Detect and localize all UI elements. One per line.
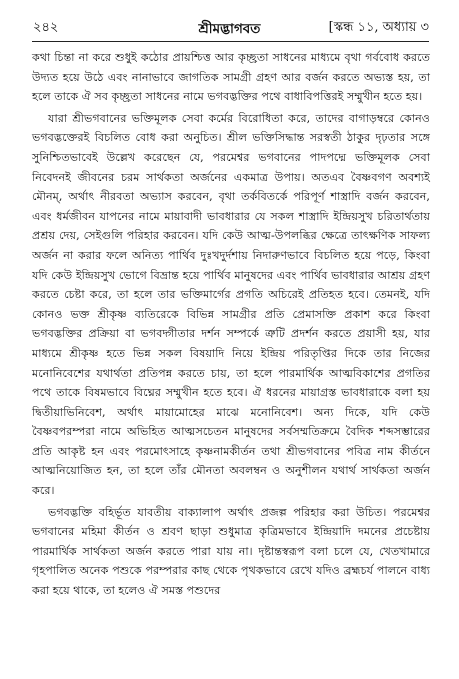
header-divider <box>32 41 429 42</box>
page-body <box>32 48 430 601</box>
paragraph: কথা চিন্তা না করে শুধুই কঠোর প্রায়শ্চিত্ত আর কৃচ্ছ্রতা সাধনের মাধ্যমে বৃথা গর্ববোধ করতে উদ্যত হয়ে উঠে এবং নানাভাবে জাগতিক সামগ্রী গ্রহণ আর বর্জন করতে অভ্যস্ত হয়, তা হলে তাকে ঐ সব কৃচ্ছ্রতা সাধনের নামে ভগবদ্ভক্তির পথে বাধাবিপত্তিরই সম্মুখীন হতে হয়। <box>32 51 430 104</box>
book-title: শ্রীমদ্ভাগবত <box>198 21 261 37</box>
page-header <box>0 18 459 40</box>
page-number: ২৪২ <box>33 20 59 35</box>
chapter-reference: [স্কন্ধ ১১, অধ্যায় ৩ <box>328 20 429 35</box>
paragraph: যারা শ্রীভগবানের ভক্তিমূলক সেবা কর্মের বিরোধিতা করে, তাদের বাগাড়ম্বরে কোনও ভগবদ্ভক্তেরই বিচলিত বোধ করা অনুচিত। শ্রীল ভক্তিসিদ্ধান্ত সরস্বতী ঠাকুর দৃঢ়তার সঙ্গে সুনিশ্চিতভাবেই উল্লেখ করেছেন যে, পরমেশ্বর ভগবানের পাদপদ্মে ভক্তিমূলক সেবা নিবেদনই জীবনের চরম সার্থকতা অর্জনের একমাত্র উপায়। অতএব বৈষ্ণবগণ অবশ্যই মৌনম্, অর্থাৎ নীরবতা অভ্যাস করবেন, বৃথা তর্কবিতর্কে পরিপূর্ণ শাস্ত্রাদি বর্জন করবেন, এবং ধর্মজীবন যাপনের নামে মায়াবাদী ভাবধারার যে সকল শাস্ত্রাদি ইন্দ্রিয়সুখ চরিতার্থতায় প্রশ্রয় দেয়, সেইগুলি পরিহার করবেন। যদি কেউ আত্ম-উপলব্ধির ক্ষেত্রে তাৎক্ষণিক সাফল্য অর্জন না করার ফলে অনিত্য পার্থিব দুঃখদুর্দশায় নিদারুণভাবে বিচলিত হয়ে পড়ে, কিংবা যদি কেউ ইন্দ্রিয়সুখ ভোগে বিভ্রান্ত হয়ে পার্থিব মানুষদের এবং পার্থিব ভাবধারার আশ্রয় গ্রহণ করতে চেষ্টা করে, তা হলে তার ভক্তিমার্গের প্রগতি অচিরেই প্রতিহত হবে। তেমনই, যদি কোনও ভক্ত শ্রীকৃষ্ণ ব্যতিরেকে বিভিন্ন সামগ্রীর প্রতি প্রেমাসক্তি প্রকাশ করে কিংবা ভগবদ্ভক্তির প্রক্রিয়া বা ভগবদ্গীতার দর্শন সম্পর্কে ত্রুটি প্রদর্শন করতে প্রয়াসী হয়, যার মাধ্যমে শ্রীকৃষ্ণ হতে ভিন্ন সকল বিষয়াদি নিয়ে ইন্দ্রিয় পরিতৃপ্তির দিকে তার নিজের মনোনিবেশের যথার্থতা প্রতিপন্ন করতে চায়, তা হলে পারমার্থিক আত্মবিকাশের প্রগতির পথে তাকে বিষমভাবে বিঘ্নের সম্মুখীন হতে হবে। ঐ ধরনের মায়াগ্রস্ত ভাবধারাকে বলা হয় দ্বিতীয়াভিনিবেশ, অর্থাৎ মায়ামোহের মাঝে মনোনিবেশ। অন্য দিকে, যদি কেউ বৈষ্ণবপরম্পরা নামে অভিহিত আত্মসচেতন মানুষদের সর্বসম্মতিক্রমে বৈদিক শব্দসম্ভারের প্রতি আকৃষ্ট হন এবং পরমোৎসাহে কৃষ্ণনামকীর্তন তথা শ্রীভগবানের পবিত্র নাম কীর্তনে আত্মনিয়োজিত হন, তা হলে তাঁর মৌনতা অবলম্বন ও অনুশীলন যথার্থ সার্থকতা অর্জন করে। <box>32 111 430 498</box>
paragraph: ভগবদ্ভক্তি বহির্ভূত যাবতীয় বাক্যালাপ অর্থাৎ প্রজল্প পরিহার করা উচিত। পরমেশ্বর ভগবানের মহিমা কীর্তন ও শ্রবণ ছাড়া শুধুমাত্র কৃত্রিমভাবে ইন্দ্রিয়াদি দমনের প্রচেষ্টায় পারমার্থিক সার্থকতা অর্জন করতে পারা যায় না। দৃষ্টান্তস্বরূপ বলা চলে যে, খেতখামারে গৃহপালিত অনেক পশুকে পরম্পরার কাছ থেকে পৃথকভাবে রেখে যদিও ব্রহ্মচর্য পালনে বাধ্য করা হয়ে থাকে, তা হলেও ঐ সমস্ত পশুদের <box>32 505 430 598</box>
